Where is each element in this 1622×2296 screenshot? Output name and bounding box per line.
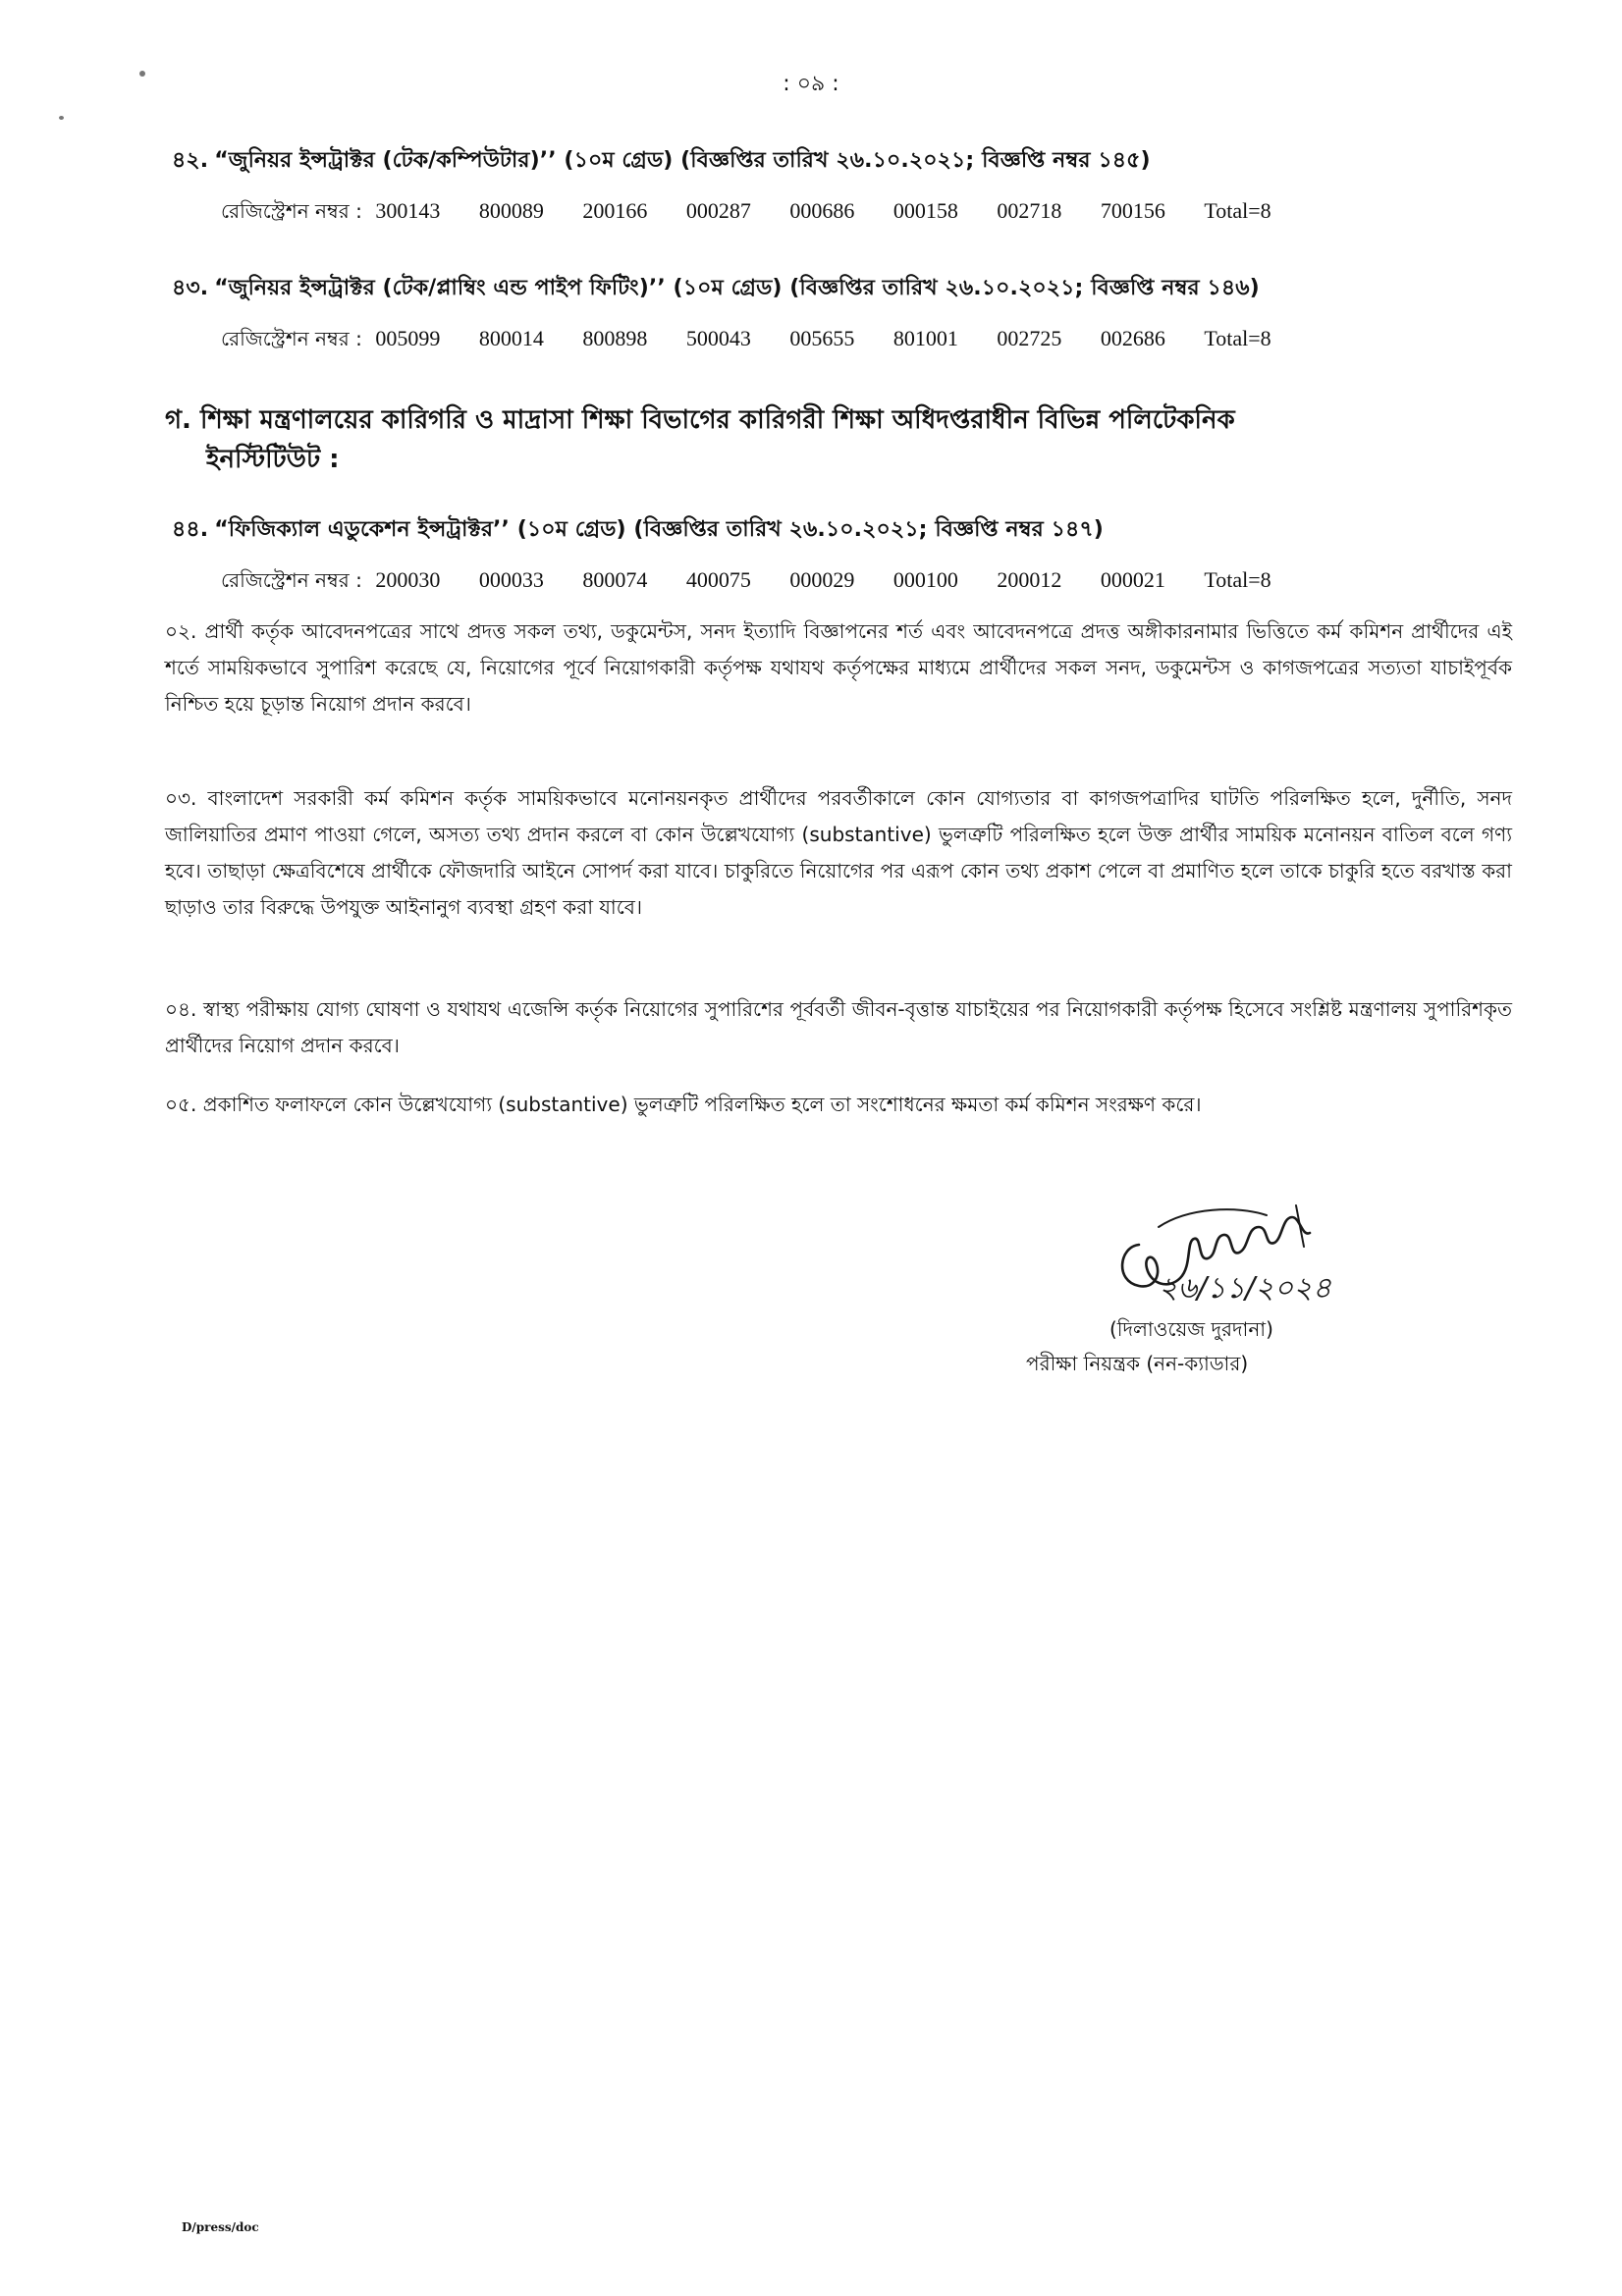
registration-number: 200030 bbox=[375, 567, 441, 592]
signatory-name: (দিলাওয়েজ দুরদানা) bbox=[1109, 1317, 1273, 1341]
post-43 bbox=[172, 271, 1527, 357]
registration-line bbox=[221, 197, 1527, 230]
registration-number: 005655 bbox=[789, 326, 855, 350]
registration-number: 000021 bbox=[1100, 567, 1165, 592]
section-heading-line1: গ. শিক্ষা মন্ত্রণালয়ের কারিগরি ও মাদ্রাসা শিক্ষা বিভাগের কারিগরী শিক্ষা অধিদপ্তরাধীন বিভিন্ন পলিটেকনিক bbox=[165, 405, 1235, 435]
paragraph-03: ০৩. বাংলাদেশ সরকারী কর্ম কমিশন কর্তৃক সাময়িকভাবে মনোনয়নকৃত প্রার্থীদের পরবর্তীকালে কোন যোগ্যতার বা কাগজপত্রাদির ঘাটতি পরিলক্ষিত হলে, দুর্নীতি, সনদ জালিয়াতির প্রমাণ পাওয়া গেলে, অসত্য তথ্য প্রদান করলে বা কোন উল্লেখযোগ্য (substantive) ভুলত্রুটি পরিলক্ষিত হলে উক্ত প্রার্থীর সাময়িক মনোনয়ন বাতিল বলে গণ্য হবে। তাছাড়া ক্ষেত্রবিশেষে প্রার্থীকে ফৌজদারি আইনে সোপর্দ করা যাবে। চাকুরিতে নিয়োগের পর এরূপ কোন তথ্য প্রকাশ পেলে বা প্রমাণিত হলে তাকে চাকুরি হতে বরখাস্ত করা ছাড়াও তার বিরুদ্ধে উপযুক্ত আইনানুগ ব্যবস্থা গ্রহণ করা যাবে। bbox=[165, 786, 1512, 919]
signatory-designation: পরীক্ষা নিয়ন্ত্রক (নন-ক্যাডার) bbox=[1026, 1352, 1249, 1375]
registration-number: 000029 bbox=[789, 567, 855, 592]
paragraph-05: ০৫. প্রকাশিত ফলাফলে কোন উল্লেখযোগ্য (substantive) ভুলত্রুটি পরিলক্ষিত হলে তা সংশোধনের ক্ষমতা কর্ম কমিশন সংরক্ষণ করে। bbox=[165, 1093, 1202, 1116]
handwritten-date: ২৬/১১/২০২৪ bbox=[1159, 1271, 1332, 1306]
registration-total: Total=8 bbox=[1204, 567, 1271, 592]
registration-number: 002718 bbox=[997, 198, 1062, 223]
registration-number: 000158 bbox=[892, 198, 958, 223]
post-title-text: “জুনিয়র ইন্সট্রাক্টর (টেক/কম্পিউটার)’’ (১০ম গ্রেড) (বিজ্ঞপ্তির তারিখ ২৬.১০.২০২১; বিজ্ঞপ্তি নম্বর ১৪৫) bbox=[214, 148, 1151, 173]
registration-number: 200166 bbox=[582, 198, 648, 223]
registration-number: 000686 bbox=[789, 198, 855, 223]
scan-speck bbox=[59, 116, 64, 120]
registration-number: 800014 bbox=[478, 326, 544, 350]
post-title-text: “জুনিয়র ইন্সট্রাক্টর (টেক/প্লাম্বিং এন্ড পাইপ ফিটিং)’’ (১০ম গ্রেড) (বিজ্ঞপ্তির তারিখ ২৬.১০.২০২১; বিজ্ঞপ্তি নম্বর ১৪৬) bbox=[214, 276, 1260, 300]
post-title bbox=[172, 143, 1527, 180]
registration-number: 400075 bbox=[685, 567, 751, 592]
registration-number: 000100 bbox=[892, 567, 958, 592]
registration-number: 000287 bbox=[685, 198, 751, 223]
post-number: ৪৩. bbox=[172, 276, 209, 300]
registration-total: Total=8 bbox=[1204, 198, 1271, 223]
registration-number: 000033 bbox=[478, 567, 544, 592]
registration-number: 002725 bbox=[997, 326, 1062, 350]
post-number: ৪২. bbox=[172, 148, 209, 173]
post-44 bbox=[172, 512, 1527, 599]
paragraph-02: ০২. প্রার্থী কর্তৃক আবেদনপত্রের সাথে প্রদত্ত সকল তথ্য, ডকুমেন্টস, সনদ ইত্যাদি বিজ্ঞাপনের শর্ত এবং আবেদনপত্রে প্রদত্ত অঙ্গীকারনামার ভিত্তিতে কর্ম কমিশন প্রার্থীদের এই শর্তে সাময়িকভাবে সুপারিশ করেছে যে, নিয়োগের পূর্বে নিয়োগকারী কর্তৃপক্ষ যথাযথ কর্তৃপক্ষের মাধ্যমে প্রার্থীদের সকল সনদ, ডকুমেন্টস ও কাগজপত্রের সত্যতা যাচাইপূর্বক নিশ্চিত হয়ে চূড়ান্ত নিয়োগ প্রদান করবে। bbox=[165, 619, 1512, 716]
post-title bbox=[172, 271, 1527, 307]
post-42 bbox=[172, 143, 1527, 230]
registration-number: 005099 bbox=[375, 326, 441, 350]
registration-label: রেজিস্ট্রেশন নম্বর : bbox=[221, 199, 362, 223]
signature-block bbox=[1021, 1188, 1433, 1384]
post-title-text: “ফিজিক্যাল এডুকেশন ইন্সট্রাক্টর’’ (১০ম গ্রেড) (বিজ্ঞপ্তির তারিখ ২৬.১০.২০২১; বিজ্ঞপ্তি নম্বর ১৪৭) bbox=[214, 517, 1104, 542]
registration-number: 300143 bbox=[375, 198, 441, 223]
section-heading bbox=[165, 400, 1540, 479]
registration-label: রেজিস্ট্রেশন নম্বর : bbox=[221, 327, 362, 350]
post-title bbox=[172, 512, 1527, 549]
registration-label: রেজিস্ট্রেশন নম্বর : bbox=[221, 568, 362, 592]
registration-number: 801001 bbox=[892, 326, 958, 350]
handwritten-signature bbox=[1100, 1188, 1414, 1315]
footer-reference: D/press/doc bbox=[182, 2220, 259, 2234]
registration-number: 500043 bbox=[685, 326, 751, 350]
registration-total: Total=8 bbox=[1204, 326, 1271, 350]
registration-line bbox=[221, 325, 1527, 357]
page-number: : ০৯ : bbox=[783, 72, 839, 96]
registration-number: 800898 bbox=[582, 326, 648, 350]
registration-number: 200012 bbox=[997, 567, 1062, 592]
registration-number: 700156 bbox=[1100, 198, 1165, 223]
registration-number: 002686 bbox=[1100, 326, 1165, 350]
registration-line bbox=[221, 566, 1527, 599]
registration-number: 800074 bbox=[582, 567, 648, 592]
paragraph-04: ০৪. স্বাস্থ্য পরীক্ষায় যোগ্য ঘোষণা ও যথাযথ এজেন্সি কর্তৃক নিয়োগের সুপারিশের পূর্ববর্তী জীবন-বৃত্তান্ত যাচাইয়ের পর নিয়োগকারী কর্তৃপক্ষ হিসেবে সংশ্লিষ্ট মন্ত্রণালয় সুপারিশকৃত প্রার্থীদের নিয়োগ প্রদান করবে। bbox=[165, 997, 1512, 1057]
section-heading-line2: ইনস্টিটিউট : bbox=[206, 445, 340, 474]
registration-number: 800089 bbox=[478, 198, 544, 223]
post-number: ৪৪. bbox=[172, 517, 209, 542]
